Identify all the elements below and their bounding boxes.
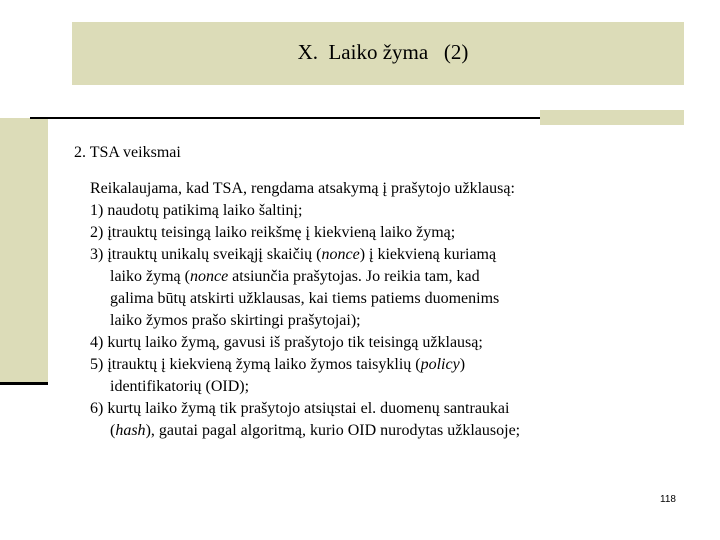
text-run: ) į kiekvieną kuriamą (359, 246, 497, 263)
body-line: galima būtų atskirti užklausas, kai tiems patiems duomenims (110, 290, 500, 307)
body-line (90, 244, 690, 266)
italic-term: nonce (189, 268, 229, 285)
body-line (90, 266, 690, 288)
body-line (90, 354, 690, 376)
body-line: identifikatorių (OID); (110, 378, 250, 395)
text-run: atsiunčia prašytojas. Jo reikia tam, kad (228, 268, 480, 285)
text-run: ( (110, 422, 116, 439)
body-line: 2) įtrauktų teisingą laiko reikšmę į kiekvieną laiko žymą; (90, 224, 456, 241)
italic-term: nonce (321, 246, 360, 263)
page-number: 118 (660, 494, 676, 505)
text-run: 3) įtrauktų unikalų sveikąjį skaičių ( (90, 246, 322, 263)
body-line: laiko žymos prašo skirtingi prašytojai); (110, 312, 361, 329)
text-run: laiko žymą ( (110, 268, 190, 285)
divider-accent-box (540, 110, 684, 125)
text-run: ), gautai pagal algoritmą, kurio OID nurodytas užklausoje; (145, 422, 521, 439)
divider-rule (30, 117, 540, 119)
left-accent-bar (0, 118, 48, 384)
body-text (90, 178, 690, 442)
text-run: 5) įtrauktų į kiekvieną žymą laiko žymos taisyklių ( (90, 356, 421, 373)
body-line: 4) kurtų laiko žymą, gavusi iš prašytojo tik teisingą užklausą; (90, 334, 483, 351)
body-line: Reikalaujama, kad TSA, rengdama atsakymą į prašytojo užklausą: (90, 180, 515, 197)
section-heading: 2. TSA veiksmai (74, 144, 181, 161)
body-line: 1) naudotų patikimą laiko šaltinį; (90, 202, 303, 219)
text-run: ) (459, 356, 466, 373)
slide-title: X. Laiko žyma (2) (297, 40, 469, 64)
body-line (90, 420, 690, 442)
italic-term: hash (115, 422, 146, 439)
italic-term: policy (420, 356, 460, 373)
body-line: 6) kurtų laiko žymą tik prašytojo atsiųstai el. duomenų santraukai (90, 400, 510, 417)
left-accent-bar-edge (0, 382, 48, 385)
